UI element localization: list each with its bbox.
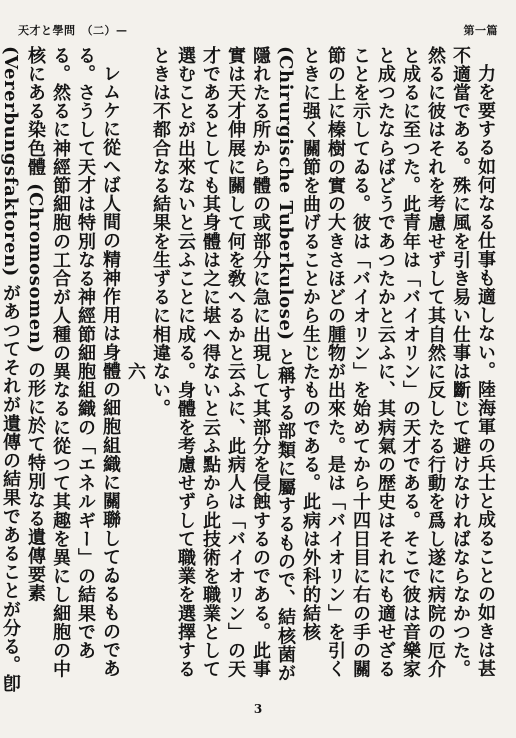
running-header — [18, 22, 498, 38]
header-section: 第一篇 — [452, 24, 498, 37]
section-heading-6: 六 — [125, 361, 146, 381]
page-number: 3 — [253, 702, 263, 716]
body-text — [0, 46, 498, 696]
paragraph-1: 力を要する如何なる仕事も適しない。陸海軍の兵士と成ることの如きは甚不適當である。殊に風を引き易い仕事は斷じて避けなければならなかつた。然るに彼はそれを考慮せずして其自然に反したる行動を爲し遂に病院の厄介と成るに至つた。此青年は「バイオリン」の天才である。そこで彼は音樂家と成つたならばどうであつたかと云ふに、其病氣の歴史はそれにも適せざることを示してゐる。彼は「バイオリン」を始めてから十四日目に右の手の關節の上に榛樹の實の大きさほどの腫物が出來た。是は「バイオリン」を引くときに强く關節を曲げることから生じたものである。此病は外科的結核 (Chirurgische Tuberkulose) と稱する部類に屬するもので、結核菌が隱れたる所から體の或部分に急に出現して其部分を侵蝕するのである。此事實は天才伸展に關して何を敎へるかと云ふに、此病人は「バイオリン」の天才であるとしても其身體は之に堪へ得ないと云ふ點から此技術を職業として選むことが出來ないと云ふことに成る。身體を考慮せずして職業を選擇するときは不都合なる結果を生ずるに相違ない。 — [150, 46, 496, 683]
header-title: 天才と學問 （二）— — [18, 24, 128, 37]
paragraph-2: レムケに從へば人間の精神作用は身體の細胞組織に關聯してゐるものである。さうして天才は特別なる神經節細胞組織の「エネルギー」の結果である。然るに神經節細胞の工合が人種の異なるに從つて其趣を異にし細胞の中核にある染色體 (Chromosomen) の形に於て特別なる遺傳要素 (Vererbungsfaktoren) があつてそれが遺傳の結果であることが分る。卽 — [0, 46, 121, 693]
